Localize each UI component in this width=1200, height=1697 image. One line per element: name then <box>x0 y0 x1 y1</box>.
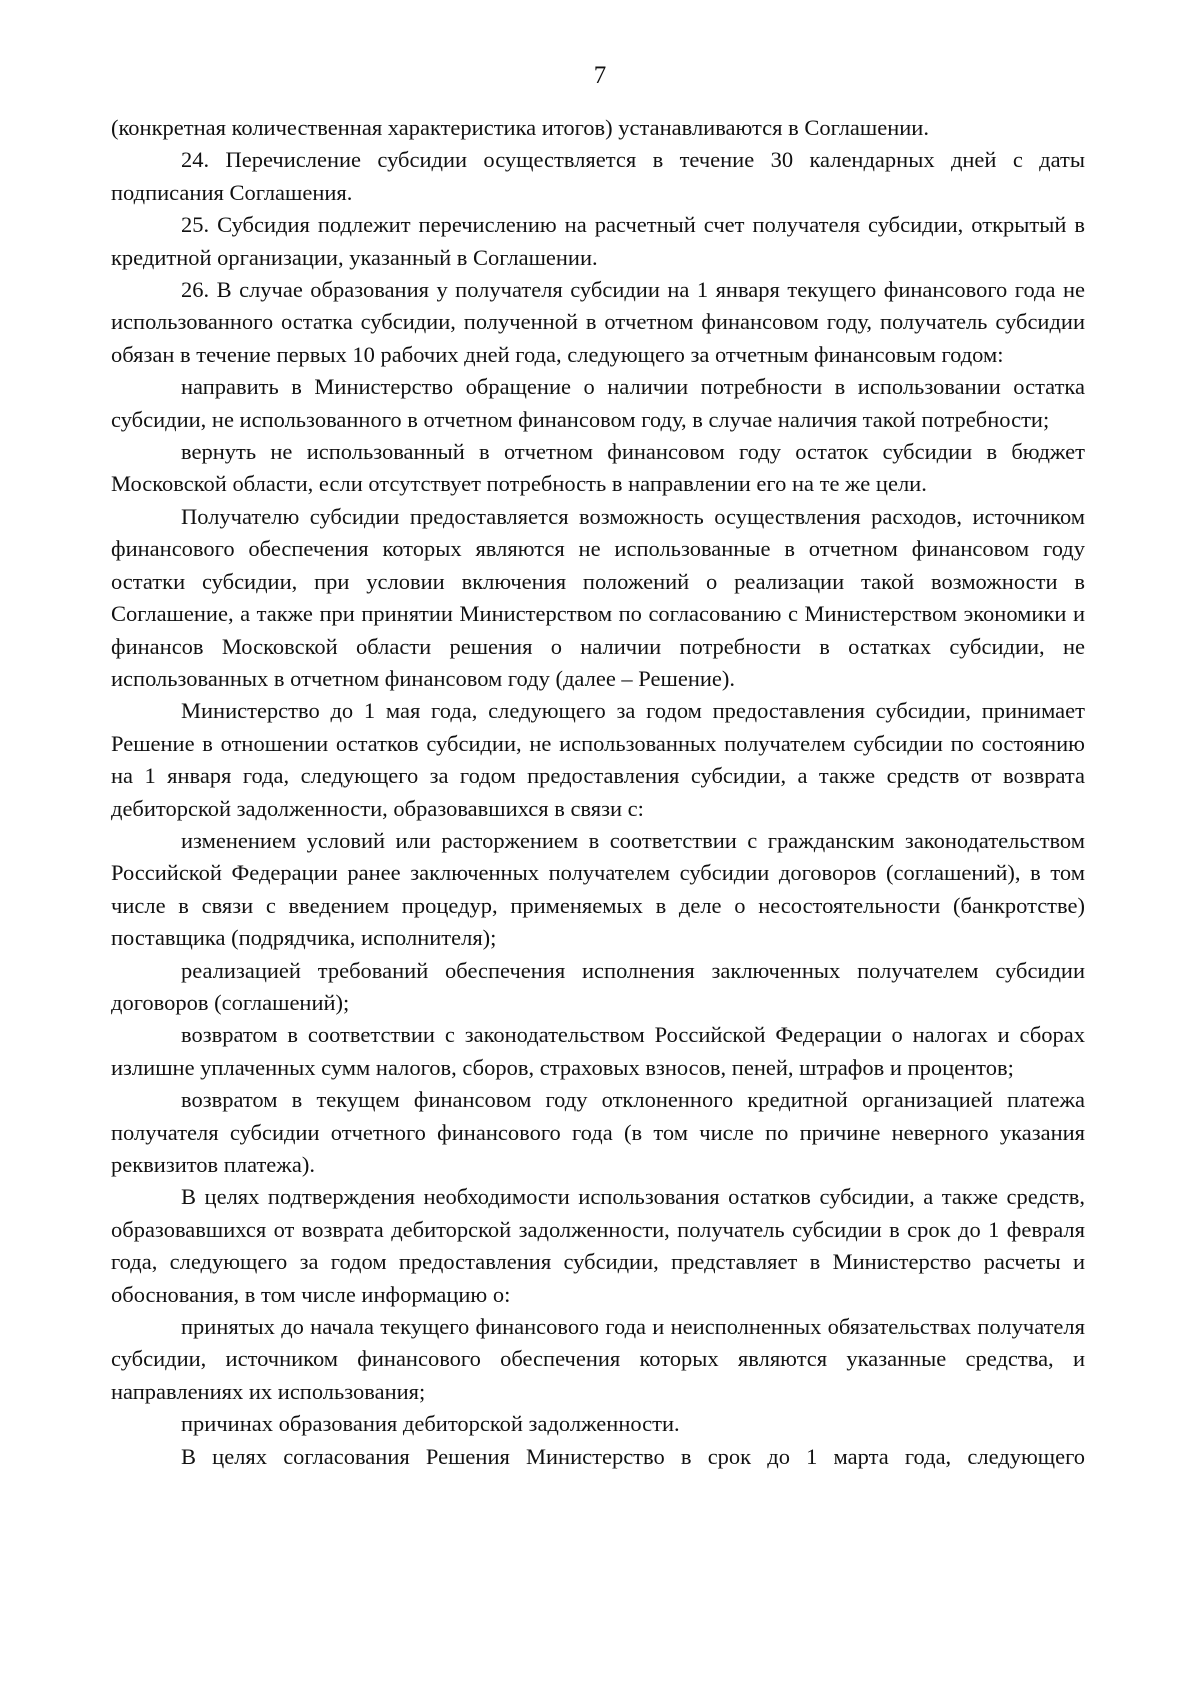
paragraph-decision-approval: В целях согласования Решения Министерство в срок до 1 марта года, следующего <box>181 1443 1085 1469</box>
paragraph-item-24: 24. Перечисление субсидии осуществляется в течение 30 календарных дней с даты подписания Соглашения. <box>111 147 1085 205</box>
paragraph-continuation: (конкретная количественная характеристика итогов) устанавливаются в Соглашении. <box>111 115 929 140</box>
paragraph-item-25: 25. Субсидия подлежит перечислению на расчетный счет получателя субсидии, открытый в кредитной организации, указанный в Соглашении. <box>111 212 1085 270</box>
paragraph-direct-request: направить в Министерство обращение о наличии потребности в использовании остатка субсидии, не использованного в отчетном финансовом году, в случае наличия такой потребности; <box>111 374 1085 432</box>
paragraph-ministry-decision: Министерство до 1 мая года, следующего за годом предоставления субсидии, принимает Решение в отношении остатков субсидии, не использованных получателем субсидии по состоянию на 1 января года, следующего за годом предоставления субсидии, а также средств от возврата дебиторской задолженности, образовавшихся в связи с: <box>111 698 1085 821</box>
document-body <box>111 112 1085 1473</box>
paragraph-contract-change: изменением условий или расторжением в соответствии с гражданским законодательством Российской Федерации ранее заключенных получателем субсидии договоров (соглашений), в том числе в связи с введением процедур, применяемых в деле о несостоятельности (банкротстве) поставщика (подрядчика, исполнителя); <box>111 827 1085 951</box>
paragraph-rejected-payment: возвратом в текущем финансовом году отклоненного кредитной организацией платежа получателя субсидии отчетного финансового года (в том числе по причине неверного указания реквизитов платежа). <box>111 1087 1085 1177</box>
paragraph-confirmation: В целях подтверждения необходимости использования остатков субсидии, а также средств, образовавшихся от возврата дебиторской задолженности, получатель субсидии в срок до 1 февраля года, следующего за годом предоставления субсидии, представляет в Министерство расчеты и обоснования, в том числе информацию о: <box>111 1184 1085 1307</box>
paragraph-guarantee-requirements: реализацией требований обеспечения исполнения заключенных получателем субсидии договоров (соглашений); <box>111 957 1085 1015</box>
paragraph-expense-possibility: Получателю субсидии предоставляется возможность осуществления расходов, источником финансового обеспечения которых являются не использованные в отчетном финансовом году остатки субсидии, при условии включения положений о реализации такой возможности в Соглашение, а также при принятии Министерством по согласованию с Министерством экономики и финансов Московской области решения о наличии потребности в остатках субсидии, не использованных в отчетном финансовом году (далее – Решение). <box>111 503 1085 691</box>
paragraph-obligations: принятых до начала текущего финансового года и неисполненных обязательствах получателя субсидии, источником финансового обеспечения которых являются указанные средства, и направлениях их использования; <box>111 1314 1085 1404</box>
paragraph-return-remainder: вернуть не использованный в отчетном финансовом году остаток субсидии в бюджет Московской области, если отсутствует потребность в направлении его на те же цели. <box>111 439 1085 497</box>
paragraph-tax-refund: возвратом в соответствии с законодательством Российской Федерации о налогах и сборах излишне уплаченных сумм налогов, сборов, страховых взносов, пеней, штрафов и процентов; <box>111 1022 1085 1080</box>
paragraph-receivables-reasons: причинах образования дебиторской задолженности. <box>181 1411 680 1437</box>
paragraph-item-26: 26. В случае образования у получателя субсидии на 1 января текущего финансового года не использованного остатка субсидии, полученной в отчетном финансовом году, получатель субсидии обязан в течение первых 10 рабочих дней года, следующего за отчетным финансовым годом: <box>111 277 1085 367</box>
page-number: 7 <box>593 62 607 89</box>
